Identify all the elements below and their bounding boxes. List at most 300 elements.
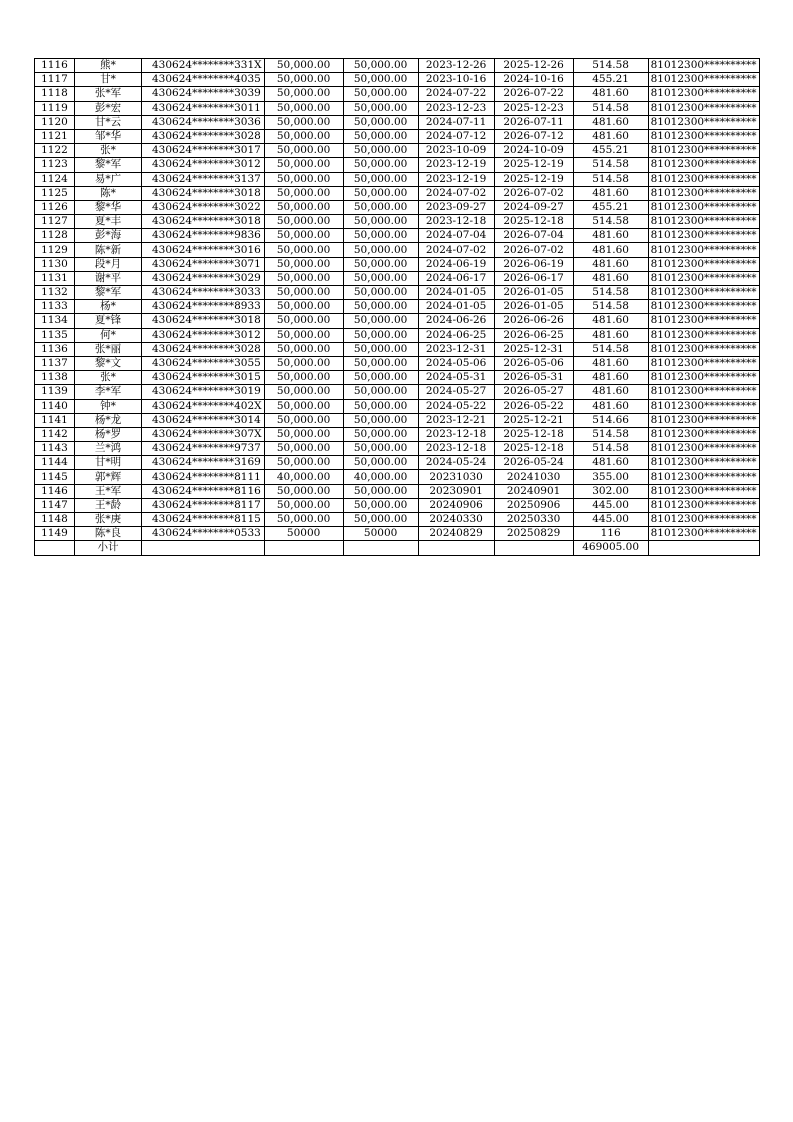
row-number-cell: 1125 xyxy=(35,186,75,200)
borrower-name-cell: 黎*军 xyxy=(75,158,142,172)
row-number-cell: 1131 xyxy=(35,271,75,285)
start-date-cell: 2024-05-31 xyxy=(418,371,494,385)
loan-amount-cell: 50,000.00 xyxy=(264,484,343,498)
loan-amount-cell: 50,000.00 xyxy=(264,257,343,271)
end-date-cell: 2026-06-26 xyxy=(494,314,573,328)
interest-amount-cell: 514.58 xyxy=(573,59,648,73)
end-date-cell: 2026-06-17 xyxy=(494,271,573,285)
interest-amount-cell: 514.58 xyxy=(573,427,648,441)
table-row xyxy=(35,484,760,498)
borrower-name-cell: 易*广 xyxy=(75,172,142,186)
loan-amount-cell: 50000 xyxy=(264,527,343,541)
loan-balance-cell: 50,000.00 xyxy=(343,342,418,356)
account-number-cell: 81012300********** xyxy=(648,371,759,385)
borrower-name-cell: 夏*丰 xyxy=(75,215,142,229)
end-date-cell: 2025-12-19 xyxy=(494,172,573,186)
start-date-cell: 2023-10-09 xyxy=(418,144,494,158)
interest-amount-cell: 455.21 xyxy=(573,144,648,158)
table-row xyxy=(35,101,760,115)
table-row xyxy=(35,73,760,87)
account-number-cell: 81012300********** xyxy=(648,87,759,101)
end-date-cell: 2025-12-26 xyxy=(494,59,573,73)
borrower-name-cell: 杨*罗 xyxy=(75,427,142,441)
loan-amount-cell: 50,000.00 xyxy=(264,59,343,73)
account-number-cell: 81012300********** xyxy=(648,144,759,158)
interest-amount-cell: 455.21 xyxy=(573,73,648,87)
start-date-cell: 2024-07-02 xyxy=(418,243,494,257)
row-number-cell: 1116 xyxy=(35,59,75,73)
borrower-name-cell: 邹*华 xyxy=(75,129,142,143)
start-date-cell: 2024-07-02 xyxy=(418,186,494,200)
start-date-cell: 2024-05-22 xyxy=(418,399,494,413)
end-date-cell: 20240901 xyxy=(494,484,573,498)
loan-amount-cell: 50,000.00 xyxy=(264,215,343,229)
end-date-cell: 2024-10-16 xyxy=(494,73,573,87)
start-date-cell: 2023-12-18 xyxy=(418,442,494,456)
id-number-cell: 430624********3016 xyxy=(142,243,265,257)
interest-amount-cell: 355.00 xyxy=(573,470,648,484)
id-number-cell: 430624********4035 xyxy=(142,73,265,87)
loan-amount-cell: 50,000.00 xyxy=(264,300,343,314)
account-number-cell: 81012300********** xyxy=(648,513,759,527)
empty-cell xyxy=(264,541,343,555)
interest-amount-cell: 481.60 xyxy=(573,243,648,257)
row-number-cell: 1142 xyxy=(35,427,75,441)
start-date-cell: 20231030 xyxy=(418,470,494,484)
account-number-cell: 81012300********** xyxy=(648,257,759,271)
account-number-cell: 81012300********** xyxy=(648,59,759,73)
table-row xyxy=(35,215,760,229)
row-number-cell: 1144 xyxy=(35,456,75,470)
account-number-cell: 81012300********** xyxy=(648,229,759,243)
table-row xyxy=(35,498,760,512)
end-date-cell: 2026-07-22 xyxy=(494,87,573,101)
end-date-cell: 20241030 xyxy=(494,470,573,484)
account-number-cell: 81012300********** xyxy=(648,385,759,399)
id-number-cell: 430624********8933 xyxy=(142,300,265,314)
start-date-cell: 2023-12-21 xyxy=(418,413,494,427)
account-number-cell: 81012300********** xyxy=(648,399,759,413)
id-number-cell: 430624********3012 xyxy=(142,158,265,172)
id-number-cell: 430624********3055 xyxy=(142,356,265,370)
table-row xyxy=(35,300,760,314)
interest-amount-cell: 514.58 xyxy=(573,101,648,115)
borrower-name-cell: 郭*辉 xyxy=(75,470,142,484)
loan-balance-cell: 50,000.00 xyxy=(343,101,418,115)
loan-amount-cell: 50,000.00 xyxy=(264,342,343,356)
start-date-cell: 2023-12-23 xyxy=(418,101,494,115)
account-number-cell: 81012300********** xyxy=(648,442,759,456)
interest-amount-cell: 445.00 xyxy=(573,498,648,512)
interest-amount-cell: 302.00 xyxy=(573,484,648,498)
table-row xyxy=(35,456,760,470)
borrower-name-cell: 陈* xyxy=(75,186,142,200)
empty-cell xyxy=(142,541,265,555)
start-date-cell: 2023-12-18 xyxy=(418,427,494,441)
start-date-cell: 2024-01-05 xyxy=(418,300,494,314)
start-date-cell: 2023-12-18 xyxy=(418,215,494,229)
end-date-cell: 20250906 xyxy=(494,498,573,512)
interest-amount-cell: 481.60 xyxy=(573,356,648,370)
loan-balance-cell: 50,000.00 xyxy=(343,257,418,271)
loan-amount-cell: 50,000.00 xyxy=(264,243,343,257)
loan-amount-cell: 50,000.00 xyxy=(264,115,343,129)
table-row xyxy=(35,399,760,413)
row-number-cell: 1147 xyxy=(35,498,75,512)
id-number-cell: 430624********3036 xyxy=(142,115,265,129)
account-number-cell: 81012300********** xyxy=(648,172,759,186)
start-date-cell: 20240829 xyxy=(418,527,494,541)
loan-amount-cell: 50,000.00 xyxy=(264,513,343,527)
loan-balance-cell: 50,000.00 xyxy=(343,59,418,73)
loan-balance-cell: 50,000.00 xyxy=(343,413,418,427)
row-number-cell: 1120 xyxy=(35,115,75,129)
loan-balance-cell: 50,000.00 xyxy=(343,271,418,285)
id-number-cell: 430624********3018 xyxy=(142,186,265,200)
row-number-cell: 1117 xyxy=(35,73,75,87)
row-number-cell: 1139 xyxy=(35,385,75,399)
end-date-cell: 2025-12-19 xyxy=(494,158,573,172)
row-number-cell: 1127 xyxy=(35,215,75,229)
id-number-cell: 430624********3169 xyxy=(142,456,265,470)
interest-amount-cell: 481.60 xyxy=(573,229,648,243)
account-number-cell: 81012300********** xyxy=(648,413,759,427)
start-date-cell: 2024-07-12 xyxy=(418,129,494,143)
interest-amount-cell: 481.60 xyxy=(573,328,648,342)
account-number-cell: 81012300********** xyxy=(648,286,759,300)
loan-balance-cell: 50,000.00 xyxy=(343,229,418,243)
interest-amount-cell: 481.60 xyxy=(573,115,648,129)
table-row xyxy=(35,229,760,243)
table-row xyxy=(35,87,760,101)
loan-amount-cell: 40,000.00 xyxy=(264,470,343,484)
start-date-cell: 2024-01-05 xyxy=(418,286,494,300)
end-date-cell: 2026-05-06 xyxy=(494,356,573,370)
id-number-cell: 430624********9737 xyxy=(142,442,265,456)
start-date-cell: 2023-12-19 xyxy=(418,158,494,172)
table-row xyxy=(35,286,760,300)
row-number-cell: 1123 xyxy=(35,158,75,172)
table-row xyxy=(35,385,760,399)
table-row xyxy=(35,172,760,186)
borrower-name-cell: 张*庚 xyxy=(75,513,142,527)
start-date-cell: 20240906 xyxy=(418,498,494,512)
interest-amount-cell: 514.66 xyxy=(573,413,648,427)
end-date-cell: 2025-12-18 xyxy=(494,427,573,441)
loan-amount-cell: 50,000.00 xyxy=(264,129,343,143)
table-row xyxy=(35,442,760,456)
borrower-name-cell: 钟* xyxy=(75,399,142,413)
end-date-cell: 2025-12-18 xyxy=(494,215,573,229)
loan-balance-cell: 50,000.00 xyxy=(343,427,418,441)
account-number-cell: 81012300********** xyxy=(648,498,759,512)
row-number-cell: 1146 xyxy=(35,484,75,498)
end-date-cell: 20250330 xyxy=(494,513,573,527)
start-date-cell: 2023-12-19 xyxy=(418,172,494,186)
loan-balance-cell: 50,000.00 xyxy=(343,484,418,498)
loan-balance-cell: 50,000.00 xyxy=(343,498,418,512)
loan-amount-cell: 50,000.00 xyxy=(264,229,343,243)
table-row xyxy=(35,356,760,370)
end-date-cell: 2026-07-12 xyxy=(494,129,573,143)
loan-balance-cell: 50,000.00 xyxy=(343,158,418,172)
id-number-cell: 430624********3017 xyxy=(142,144,265,158)
table-row xyxy=(35,342,760,356)
subtotal-interest: 469005.00 xyxy=(573,541,648,555)
loan-amount-cell: 50,000.00 xyxy=(264,399,343,413)
loan-balance-cell: 50,000.00 xyxy=(343,442,418,456)
borrower-name-cell: 甘* xyxy=(75,73,142,87)
id-number-cell: 430624********307X xyxy=(142,427,265,441)
loan-balance-cell: 50,000.00 xyxy=(343,144,418,158)
row-number-cell: 1132 xyxy=(35,286,75,300)
loan-amount-cell: 50,000.00 xyxy=(264,87,343,101)
start-date-cell: 20230901 xyxy=(418,484,494,498)
account-number-cell: 81012300********** xyxy=(648,456,759,470)
account-number-cell: 81012300********** xyxy=(648,186,759,200)
row-number-cell: 1137 xyxy=(35,356,75,370)
loan-balance-cell: 50,000.00 xyxy=(343,371,418,385)
table-row xyxy=(35,314,760,328)
id-number-cell: 430624********402X xyxy=(142,399,265,413)
start-date-cell: 2024-06-19 xyxy=(418,257,494,271)
table-row xyxy=(35,257,760,271)
loan-amount-cell: 50,000.00 xyxy=(264,385,343,399)
borrower-name-cell: 张* xyxy=(75,144,142,158)
loan-balance-cell: 50,000.00 xyxy=(343,172,418,186)
start-date-cell: 2023-09-27 xyxy=(418,200,494,214)
id-number-cell: 430624********3015 xyxy=(142,371,265,385)
row-number-cell: 1148 xyxy=(35,513,75,527)
borrower-name-cell: 熊* xyxy=(75,59,142,73)
borrower-name-cell: 甘*云 xyxy=(75,115,142,129)
borrower-name-cell: 张* xyxy=(75,371,142,385)
loan-amount-cell: 50,000.00 xyxy=(264,286,343,300)
interest-amount-cell: 481.60 xyxy=(573,257,648,271)
loan-amount-cell: 50,000.00 xyxy=(264,186,343,200)
end-date-cell: 2026-07-02 xyxy=(494,243,573,257)
interest-amount-cell: 481.60 xyxy=(573,314,648,328)
account-number-cell: 81012300********** xyxy=(648,342,759,356)
end-date-cell: 2026-05-31 xyxy=(494,371,573,385)
end-date-cell: 2024-10-09 xyxy=(494,144,573,158)
start-date-cell: 2024-06-25 xyxy=(418,328,494,342)
loan-balance-cell: 50,000.00 xyxy=(343,513,418,527)
loan-table xyxy=(34,58,760,556)
account-number-cell: 81012300********** xyxy=(648,470,759,484)
end-date-cell: 2026-07-02 xyxy=(494,186,573,200)
interest-amount-cell: 445.00 xyxy=(573,513,648,527)
loan-amount-cell: 50,000.00 xyxy=(264,271,343,285)
interest-amount-cell: 514.58 xyxy=(573,172,648,186)
row-number-cell: 1118 xyxy=(35,87,75,101)
start-date-cell: 2024-05-06 xyxy=(418,356,494,370)
id-number-cell: 430624********3012 xyxy=(142,328,265,342)
account-number-cell: 81012300********** xyxy=(648,243,759,257)
id-number-cell: 430624********3029 xyxy=(142,271,265,285)
interest-amount-cell: 455.21 xyxy=(573,200,648,214)
end-date-cell: 2026-05-27 xyxy=(494,385,573,399)
account-number-cell: 81012300********** xyxy=(648,129,759,143)
interest-amount-cell: 116 xyxy=(573,527,648,541)
borrower-name-cell: 杨*龙 xyxy=(75,413,142,427)
borrower-name-cell: 陈*良 xyxy=(75,527,142,541)
end-date-cell: 2025-12-21 xyxy=(494,413,573,427)
loan-balance-cell: 50,000.00 xyxy=(343,314,418,328)
start-date-cell: 2023-12-26 xyxy=(418,59,494,73)
id-number-cell: 430624********8115 xyxy=(142,513,265,527)
borrower-name-cell: 段*月 xyxy=(75,257,142,271)
interest-amount-cell: 481.60 xyxy=(573,129,648,143)
interest-amount-cell: 481.60 xyxy=(573,271,648,285)
borrower-name-cell: 黎*华 xyxy=(75,200,142,214)
start-date-cell: 2024-07-22 xyxy=(418,87,494,101)
account-number-cell: 81012300********** xyxy=(648,314,759,328)
account-number-cell: 81012300********** xyxy=(648,73,759,87)
loan-balance-cell: 50,000.00 xyxy=(343,200,418,214)
table-row xyxy=(35,186,760,200)
row-number-cell: 1149 xyxy=(35,527,75,541)
table-row xyxy=(35,513,760,527)
loan-balance-cell: 50,000.00 xyxy=(343,456,418,470)
borrower-name-cell: 黎*文 xyxy=(75,356,142,370)
start-date-cell: 2023-12-31 xyxy=(418,342,494,356)
loan-balance-cell: 50000 xyxy=(343,527,418,541)
empty-cell xyxy=(343,541,418,555)
borrower-name-cell: 陈*新 xyxy=(75,243,142,257)
row-number-cell: 1122 xyxy=(35,144,75,158)
row-number-cell: 1128 xyxy=(35,229,75,243)
id-number-cell: 430624********3019 xyxy=(142,385,265,399)
loan-amount-cell: 50,000.00 xyxy=(264,158,343,172)
end-date-cell: 2026-05-24 xyxy=(494,456,573,470)
interest-amount-cell: 481.60 xyxy=(573,371,648,385)
id-number-cell: 430624********3033 xyxy=(142,286,265,300)
table-row xyxy=(35,243,760,257)
end-date-cell: 2026-01-05 xyxy=(494,286,573,300)
account-number-cell: 81012300********** xyxy=(648,484,759,498)
start-date-cell: 2024-05-27 xyxy=(418,385,494,399)
row-number-cell: 1140 xyxy=(35,399,75,413)
row-number-cell: 1129 xyxy=(35,243,75,257)
end-date-cell: 2026-06-25 xyxy=(494,328,573,342)
end-date-cell: 2026-05-22 xyxy=(494,399,573,413)
id-number-cell: 430624********3071 xyxy=(142,257,265,271)
id-number-cell: 430624********3018 xyxy=(142,215,265,229)
account-number-cell: 81012300********** xyxy=(648,527,759,541)
empty-cell xyxy=(494,541,573,555)
id-number-cell: 430624********3039 xyxy=(142,87,265,101)
empty-cell xyxy=(35,541,75,555)
loan-balance-cell: 50,000.00 xyxy=(343,328,418,342)
loan-amount-cell: 50,000.00 xyxy=(264,413,343,427)
interest-amount-cell: 514.58 xyxy=(573,286,648,300)
borrower-name-cell: 王*军 xyxy=(75,484,142,498)
start-date-cell: 2023-10-16 xyxy=(418,73,494,87)
start-date-cell: 2024-06-26 xyxy=(418,314,494,328)
account-number-cell: 81012300********** xyxy=(648,427,759,441)
loan-balance-cell: 40,000.00 xyxy=(343,470,418,484)
row-number-cell: 1124 xyxy=(35,172,75,186)
table-row xyxy=(35,200,760,214)
interest-amount-cell: 514.58 xyxy=(573,215,648,229)
empty-cell xyxy=(418,541,494,555)
loan-balance-cell: 50,000.00 xyxy=(343,356,418,370)
id-number-cell: 430624********3028 xyxy=(142,129,265,143)
table-row xyxy=(35,470,760,484)
loan-balance-cell: 50,000.00 xyxy=(343,243,418,257)
empty-cell xyxy=(648,541,759,555)
account-number-cell: 81012300********** xyxy=(648,101,759,115)
interest-amount-cell: 481.60 xyxy=(573,186,648,200)
borrower-name-cell: 杨* xyxy=(75,300,142,314)
end-date-cell: 2026-01-05 xyxy=(494,300,573,314)
start-date-cell: 2024-06-17 xyxy=(418,271,494,285)
interest-amount-cell: 481.60 xyxy=(573,385,648,399)
row-number-cell: 1135 xyxy=(35,328,75,342)
loan-amount-cell: 50,000.00 xyxy=(264,200,343,214)
id-number-cell: 430624********331X xyxy=(142,59,265,73)
row-number-cell: 1141 xyxy=(35,413,75,427)
end-date-cell: 2026-07-11 xyxy=(494,115,573,129)
subtotal-row xyxy=(35,541,760,555)
end-date-cell: 2025-12-23 xyxy=(494,101,573,115)
table-row xyxy=(35,427,760,441)
borrower-name-cell: 张*丽 xyxy=(75,342,142,356)
start-date-cell: 2024-05-24 xyxy=(418,456,494,470)
interest-amount-cell: 514.58 xyxy=(573,342,648,356)
row-number-cell: 1130 xyxy=(35,257,75,271)
id-number-cell: 430624********9836 xyxy=(142,229,265,243)
table-row xyxy=(35,144,760,158)
borrower-name-cell: 甘*明 xyxy=(75,456,142,470)
loan-amount-cell: 50,000.00 xyxy=(264,314,343,328)
borrower-name-cell: 兰*鸿 xyxy=(75,442,142,456)
loan-amount-cell: 50,000.00 xyxy=(264,498,343,512)
account-number-cell: 81012300********** xyxy=(648,158,759,172)
table-row xyxy=(35,59,760,73)
interest-amount-cell: 514.58 xyxy=(573,442,648,456)
row-number-cell: 1136 xyxy=(35,342,75,356)
loan-balance-cell: 50,000.00 xyxy=(343,115,418,129)
loan-amount-cell: 50,000.00 xyxy=(264,371,343,385)
loan-balance-cell: 50,000.00 xyxy=(343,129,418,143)
borrower-name-cell: 夏*锋 xyxy=(75,314,142,328)
borrower-name-cell: 李*军 xyxy=(75,385,142,399)
borrower-name-cell: 张*军 xyxy=(75,87,142,101)
end-date-cell: 2024-09-27 xyxy=(494,200,573,214)
interest-amount-cell: 514.58 xyxy=(573,300,648,314)
loan-amount-cell: 50,000.00 xyxy=(264,101,343,115)
interest-amount-cell: 514.58 xyxy=(573,158,648,172)
borrower-name-cell: 彭*海 xyxy=(75,229,142,243)
row-number-cell: 1143 xyxy=(35,442,75,456)
table-body xyxy=(35,59,760,556)
account-number-cell: 81012300********** xyxy=(648,271,759,285)
account-number-cell: 81012300********** xyxy=(648,300,759,314)
borrower-name-cell: 谢*平 xyxy=(75,271,142,285)
row-number-cell: 1121 xyxy=(35,129,75,143)
loan-amount-cell: 50,000.00 xyxy=(264,328,343,342)
account-number-cell: 81012300********** xyxy=(648,200,759,214)
interest-amount-cell: 481.60 xyxy=(573,456,648,470)
id-number-cell: 430624********8116 xyxy=(142,484,265,498)
start-date-cell: 20240330 xyxy=(418,513,494,527)
end-date-cell: 2026-06-19 xyxy=(494,257,573,271)
loan-balance-cell: 50,000.00 xyxy=(343,215,418,229)
start-date-cell: 2024-07-04 xyxy=(418,229,494,243)
id-number-cell: 430624********3014 xyxy=(142,413,265,427)
